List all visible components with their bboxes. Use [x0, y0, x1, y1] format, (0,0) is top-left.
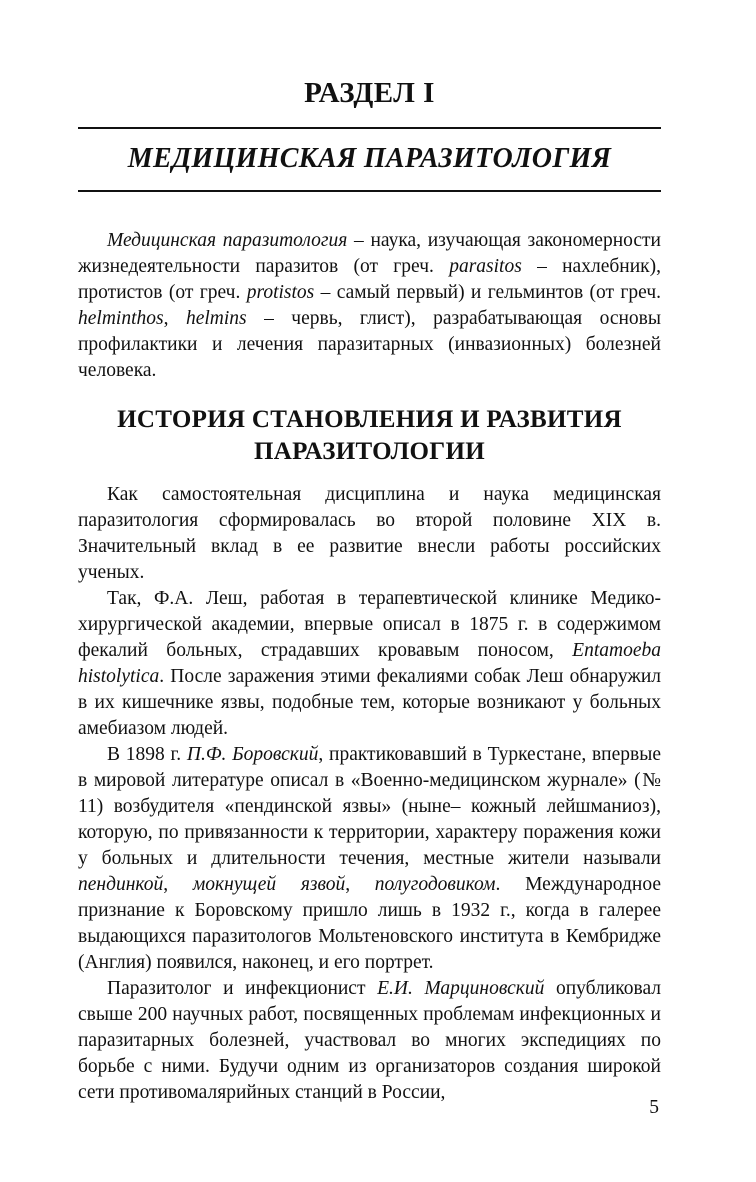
- chapter-title-line: ИСТОРИЯ СТАНОВЛЕНИЯ И РАЗВИТИЯ: [117, 406, 622, 433]
- section-title: МЕДИЦИНСКАЯ ПАРАЗИТОЛОГИЯ: [127, 143, 612, 174]
- body-text: [78, 482, 661, 1106]
- paragraph-text: Так, Ф.А. Леш, работая в терапевтической клинике Медико-хирургической академии, впервые описал в 1875 г. в содержимом фекалий больных, страдавших кровавым поносом,: [78, 588, 661, 661]
- paragraph: [78, 586, 661, 742]
- top-rule-divider: [78, 127, 661, 129]
- paragraph-text: Паразитолог и инфекционист: [107, 978, 378, 999]
- intro-text: ,: [163, 308, 186, 329]
- chapter-title-line: ПАРАЗИТОЛОГИИ: [254, 438, 485, 465]
- section-label: РАЗДЕЛ I: [304, 77, 435, 109]
- paragraph: Как самостоятельная дисциплина и наука медицинская паразитология сформировалась во второй половине XIX в. Значительный вклад в ее развитие внесли работы российских ученых.: [78, 484, 661, 583]
- intro-term: Медицинская паразитология: [107, 230, 348, 251]
- species-name: Entamoeba histolytica: [78, 640, 661, 687]
- bottom-rule-divider: [78, 190, 661, 192]
- page-number: 5: [649, 1097, 659, 1118]
- intro-text: – наука, изучающая закономерности жизнедеятельности паразитов (от греч.: [78, 230, 661, 277]
- book-page: [78, 0, 661, 1182]
- paragraph-text: ,: [345, 874, 375, 895]
- intro-text: – червь, глист), разрабатывающая основы профилактики и лечения паразитарных (инвазионных) болезней человека.: [78, 308, 661, 381]
- intro-text: – нахлебник), протистов (от греч.: [78, 256, 661, 303]
- paragraph-text: В 1898 г.: [107, 744, 187, 765]
- local-term: пендинкой: [78, 874, 164, 895]
- paragraph-text: . Международное признание к Боровскому пришло лишь в 1932 г., когда в галерее выдающихся паразитологов Мольтеновского института в Кембридже (Англия) появился, наконец, и его портрет.: [78, 874, 661, 973]
- greek-word: protistos: [246, 282, 315, 303]
- greek-word: parasitos: [449, 256, 522, 277]
- paragraph-text: . После заражения этими фекалиями собак Леш обнаружил в их кишечнике язвы, подобные тем, которые возникают у больных амебиазом людей.: [78, 666, 661, 739]
- greek-word: helminthos: [78, 308, 164, 329]
- chapter-title: [78, 404, 661, 468]
- intro-text: – самый первый) и гельминтов (от греч.: [314, 282, 662, 303]
- paragraph-text: , практиковавший в Туркестане, впервые в мировой литературе описал в «Военно-медицинском журнале» (№ 11) возбудителя «пендинской язвы» (ныне– кожный лейшманиоз), которую, по привязанности к территории, характеру поражения кожи у больных и длительности течения, местные жители называли: [78, 744, 661, 869]
- paragraph-text: ,: [163, 874, 193, 895]
- paragraph: [78, 976, 661, 1106]
- person-name: П.Ф. Боровский: [186, 744, 319, 765]
- paragraph: [78, 742, 661, 976]
- person-name: Е.И. Марциновский: [377, 978, 545, 999]
- local-term: мокнущей язвой: [192, 874, 346, 895]
- paragraph-text: опубликовал свыше 200 научных работ, посвященных проблемам инфекционных и паразитарных болезней, участвовал во многих экспедициях по борьбе с ними. Будучи одним из организаторов создания широкой сети противомалярийных станций в России,: [78, 978, 661, 1103]
- greek-word: helmins: [185, 308, 247, 329]
- intro-paragraph: [78, 228, 661, 384]
- local-term: полугодовиком: [374, 874, 496, 895]
